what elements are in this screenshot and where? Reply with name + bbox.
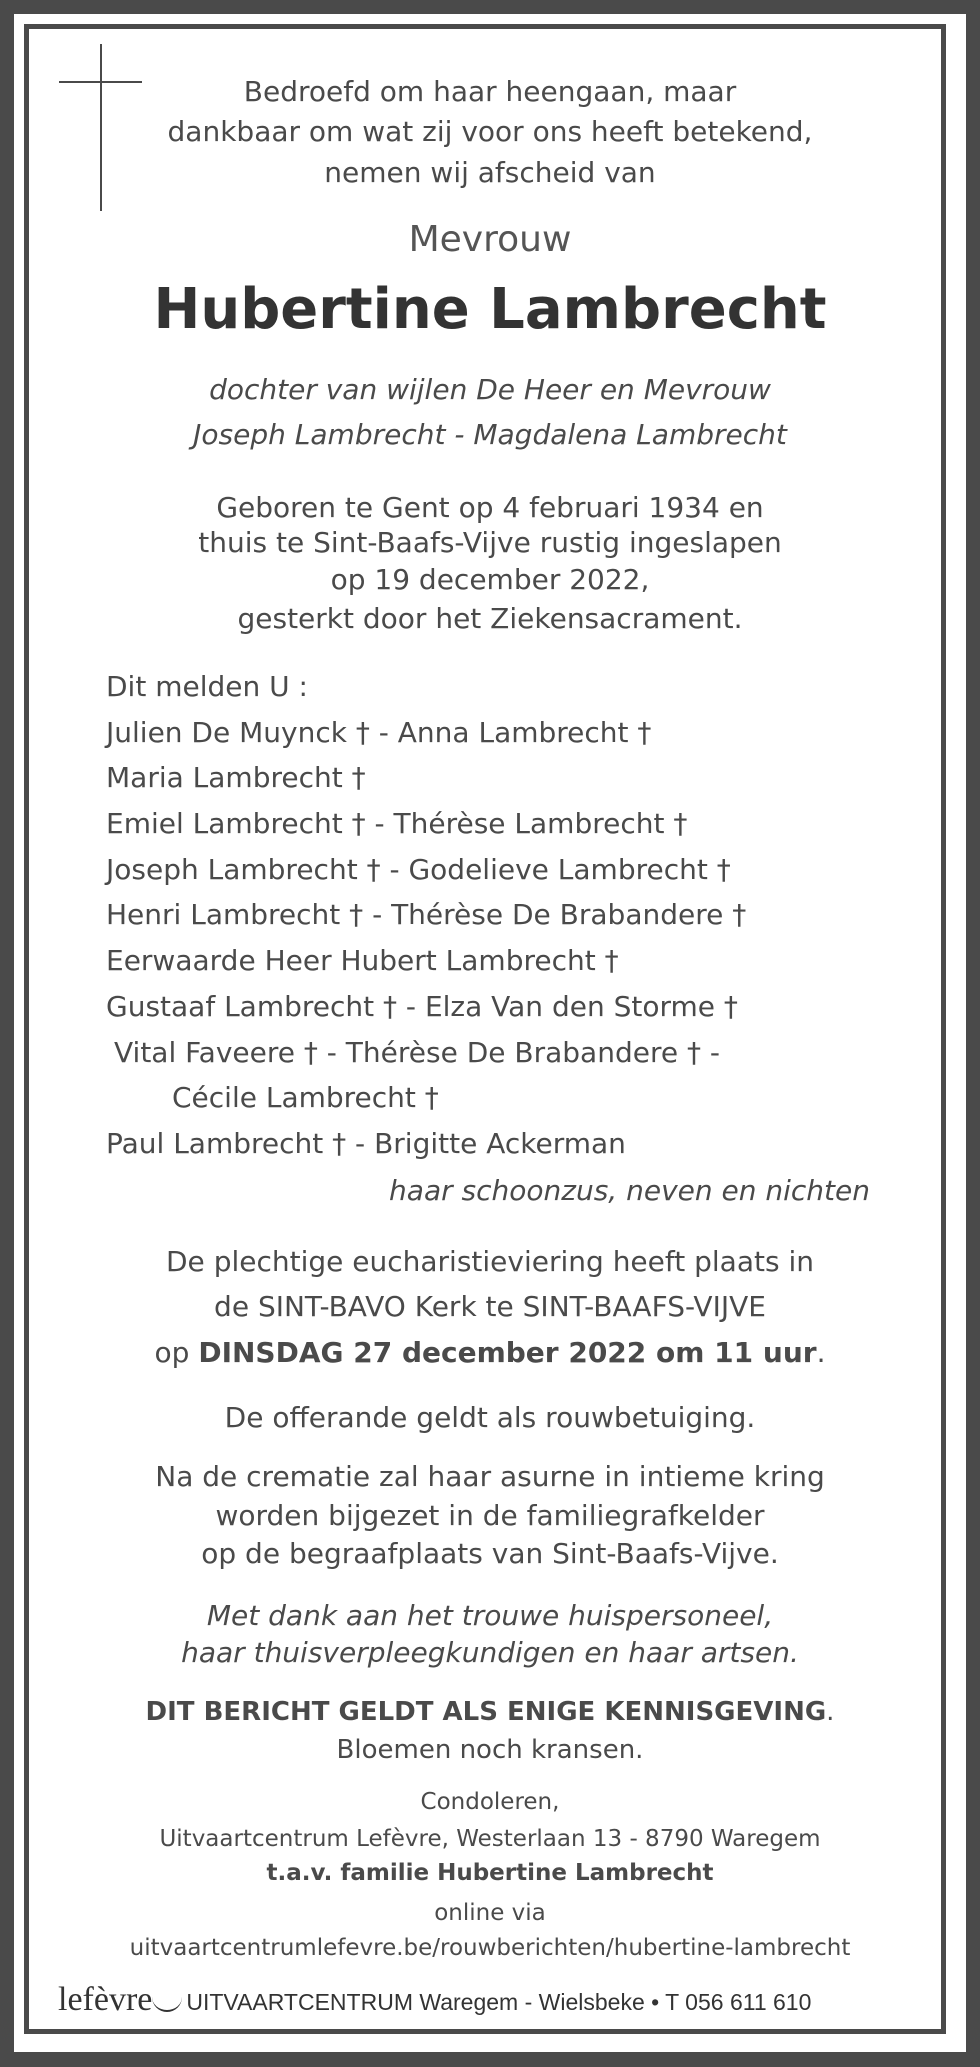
footer bbox=[58, 1980, 811, 2020]
cremation-line: worden bijgezet in de familiegrafkelder bbox=[215, 1499, 765, 1532]
announce-label: Dit melden U : bbox=[106, 670, 308, 703]
family-line: Eerwaarde Heer Hubert Lambrecht † bbox=[106, 944, 619, 977]
condolences-label: Condoleren, bbox=[420, 1789, 560, 1815]
family-line: Gustaaf Lambrecht † - Elza Van den Storme † bbox=[106, 990, 738, 1023]
birth-death-line: gesterkt door het Ziekensacrament. bbox=[237, 602, 743, 635]
birth-death-line: Geboren te Gent op 4 februari 1934 en bbox=[216, 491, 764, 524]
deceased-name: Hubertine Lambrecht bbox=[153, 277, 827, 342]
cremation-line: Na de crematie zal haar asurne in intieme kring bbox=[155, 1460, 825, 1493]
birth-death-line: thuis te Sint-Baafs-Vijve rustig ingeslapen bbox=[198, 526, 782, 559]
lefevre-logo: lefèvre bbox=[58, 1981, 153, 2018]
thanks-line: Met dank aan het trouwe huispersoneel, bbox=[206, 1599, 774, 1632]
ceremony-line: de SINT-BAVO Kerk te SINT-BAAFS-VIJVE bbox=[214, 1290, 766, 1323]
family-line: Julien De Muynck † - Anna Lambrecht † bbox=[106, 716, 652, 749]
condolences-address: Uitvaartcentrum Lefèvre, Westerlaan 13 - 8790 Waregem bbox=[159, 1826, 821, 1852]
ceremony-suffix: . bbox=[816, 1336, 826, 1369]
birth-death-line: op 19 december 2022, bbox=[330, 563, 650, 596]
logo-swoosh-icon bbox=[152, 1996, 182, 2012]
family-line: Henri Lambrecht † - Thérèse De Brabandere † bbox=[106, 898, 747, 931]
notice-line bbox=[0, 1692, 980, 1732]
thanks-line: haar thuisverpleegkundigen en haar artsen. bbox=[181, 1636, 799, 1669]
family-line: Emiel Lambrecht † - Thérèse Lambrecht † bbox=[106, 807, 688, 840]
intro-line: dankbaar om wat zij voor ons heeft betekend, bbox=[167, 115, 813, 148]
online-label: online via bbox=[434, 1900, 546, 1926]
parents-line: Joseph Lambrecht - Magdalena Lambrecht bbox=[193, 418, 787, 451]
family-line: Cécile Lambrecht † bbox=[172, 1081, 439, 1114]
intro-line: Bedroefd om haar heengaan, maar bbox=[243, 75, 737, 108]
ceremony-date: DINSDAG 27 december 2022 om 11 uur bbox=[198, 1336, 817, 1369]
salutation: Mevrouw bbox=[408, 219, 572, 260]
notice-suffix: . bbox=[826, 1697, 835, 1727]
offering-text: De offerande geldt als rouwbetuiging. bbox=[224, 1401, 756, 1434]
family-line: Maria Lambrecht † bbox=[106, 761, 366, 794]
condolences-url[interactable]: uitvaartcentrumlefevre.be/rouwberichten/hubertine-lambrecht bbox=[129, 1935, 851, 1961]
condolences-attention: t.a.v. familie Hubertine Lambrecht bbox=[266, 1860, 714, 1886]
parents-line: dochter van wijlen De Heer en Mevrouw bbox=[209, 373, 771, 406]
family-line: Paul Lambrecht † - Brigitte Ackerman bbox=[106, 1127, 626, 1160]
ceremony-line bbox=[0, 1333, 980, 1373]
flowers-text: Bloemen noch kransen. bbox=[336, 1735, 644, 1765]
family-line: Vital Faveere † - Thérèse De Brabandere † - bbox=[114, 1036, 720, 1069]
cremation-line: op de begraafplaats van Sint-Baafs-Vijve. bbox=[201, 1537, 779, 1570]
ceremony-line: De plechtige eucharistieviering heeft plaats in bbox=[166, 1245, 814, 1278]
ceremony-prefix: op bbox=[154, 1336, 199, 1369]
footer-text: UITVAARTCENTRUM Waregem - Wielsbeke • T 056 611 610 bbox=[186, 1989, 812, 2015]
family-note: haar schoonzus, neven en nichten bbox=[389, 1174, 870, 1207]
notice-bold: DIT BERICHT GELDT ALS ENIGE KENNISGEVING bbox=[145, 1697, 827, 1727]
intro-line: nemen wij afscheid van bbox=[324, 156, 656, 189]
family-line: Joseph Lambrecht † - Godelieve Lambrecht † bbox=[106, 853, 731, 886]
